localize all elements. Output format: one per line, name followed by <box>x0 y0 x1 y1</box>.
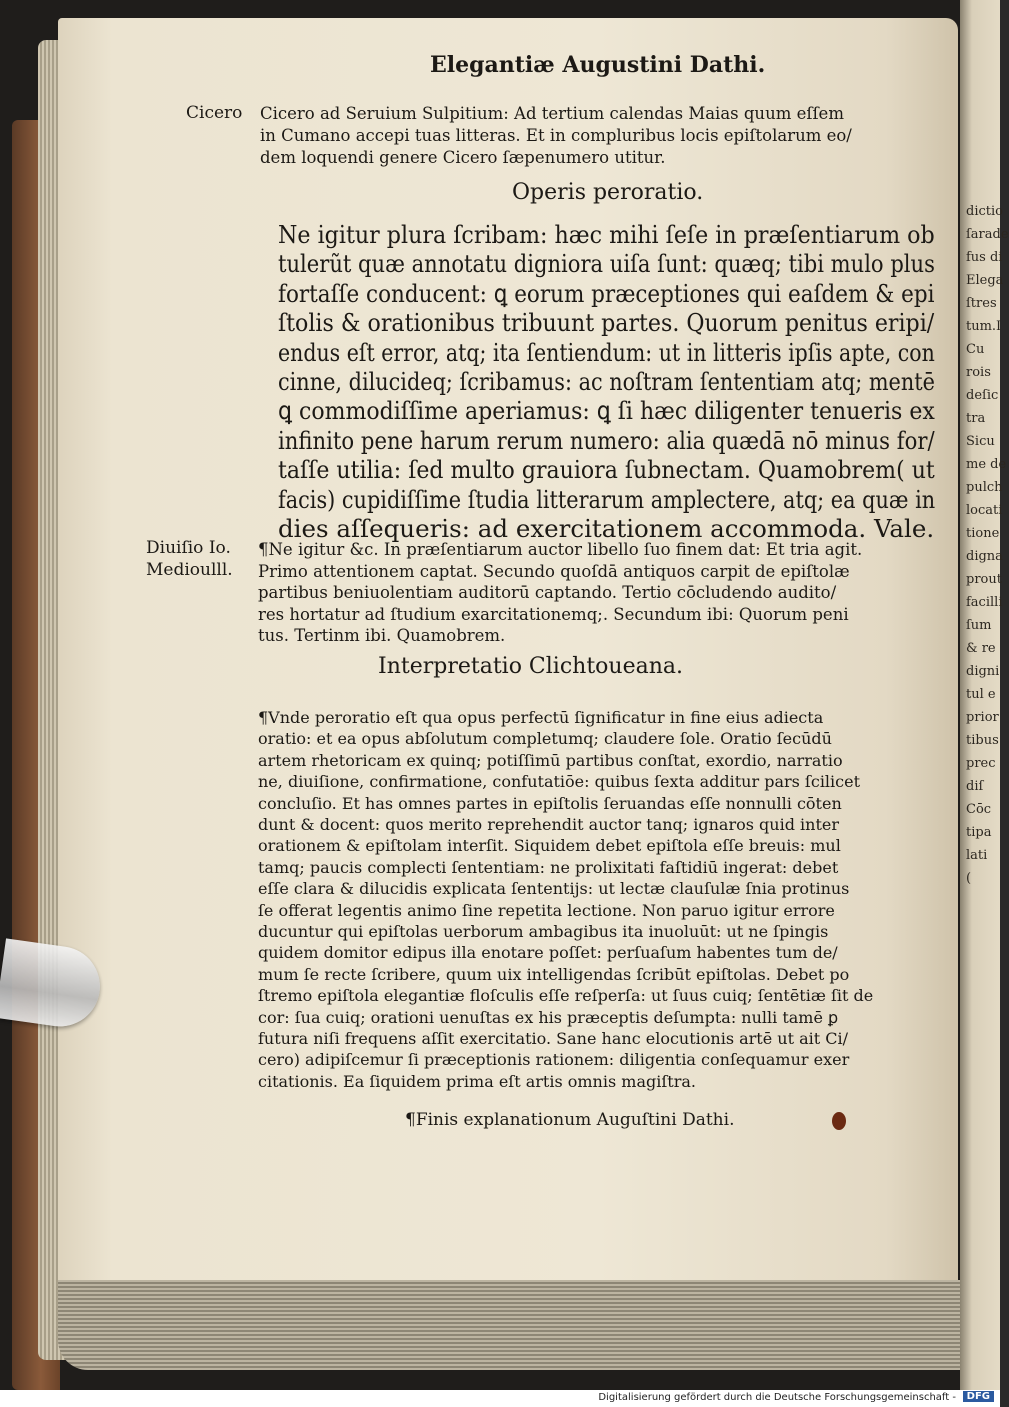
peroratio-line: fortaſſe conducent: ꝗ eorum præceptiones qui eaſdem & epi <box>278 278 935 308</box>
peroratio-line: infinito pene harum rerum numero: alia quædā nō minus for/ <box>278 425 935 455</box>
facing-page-fragment: tibus <box>966 733 999 748</box>
peroratio-line: endus eſt error, atq; ita ſentiendum: ut in litteris ipſis apte, con <box>278 337 935 367</box>
interp-line: orationem & epiſtolam interſit. Siquidem debet epiſtola eſſe breuis: mul <box>258 836 841 856</box>
cicero-line-2: in Cumano accepi tuas litteras. Et in compluribus locis epiſtolarum eo/ <box>260 126 852 145</box>
facing-page-text <box>966 200 1009 890</box>
interp-line: ſtremo epiſtola elegantiæ floſculis eſſe reſperſa: ut ſuus cuiq; ſentētiæ ſit de <box>258 986 874 1006</box>
interp-line: futura niſi frequens aſſit exercitatio. Sane hanc elocutionis artē ut ait Ci/ <box>258 1029 849 1048</box>
peroratio-line: ꝗ commodiſſime aperiamus: ꝗ ſi hæc diligenter tenueris ex <box>278 396 935 426</box>
facing-page-fragment: Cōc <box>966 802 992 817</box>
peroratio-line: dies aſſequeris: ad exercitationem accommoda. Vale. <box>278 514 935 543</box>
facing-page-fragment: lati <box>966 848 988 863</box>
diuisio-line: ¶Ne igitur &c. In præſentiarum auctor libello ſuo finem dat: Et tria agit. <box>258 540 863 559</box>
peroratio-line: ſtolis & orationibus tribuunt partes. Quorum penitus eripi/ <box>278 308 935 338</box>
facing-page-fragment: rois <box>966 365 991 380</box>
diuisio-line: Primo attentionem captat. Secundo quoſdā antiquos carpit de epiſtolæ <box>258 561 850 581</box>
facing-page-fragment: digna <box>966 549 1003 564</box>
peroratio-line: cinne, dilucideq; ſcribamus: ac noſtram ſententiam atq; mentē <box>278 367 935 396</box>
peroratio-line: taſſe utilia: ſed multo grauiora ſubnectam. Quamobrem( ut <box>278 455 935 485</box>
facing-page-fragment: pulch <box>966 480 1003 495</box>
peroratio-line: tulerũt quæ annotatu digniora uiſa ſunt: quæq; tibi mulo plus <box>278 249 935 279</box>
facing-page-fragment: ſarade <box>966 227 1009 242</box>
interp-line: tamq; paucis complecti ſententiam: ne prolixitati faſtidiū ingerat: debet <box>258 857 839 877</box>
footer-bar <box>0 1390 1000 1407</box>
diuisio-line: partibus beniuolentiam auditorū captando. Tertio cōcludendo audito/ <box>258 583 837 602</box>
margin-note-diuisio-2: Medioulll. <box>146 560 233 580</box>
facing-page-fragment: ( <box>966 871 972 886</box>
diuisio-line: res hortatur ad ſtudium exarcitationemq;. Secundum ibi: Quorum peni <box>258 604 849 624</box>
facing-page-fragment: Cu <box>966 342 985 357</box>
facing-page-fragment: tum.I <box>966 319 1002 334</box>
running-head: Elegantiæ Augustini Dathi. <box>430 52 766 78</box>
margin-note-cicero: Cicero <box>186 103 243 123</box>
facing-page-fragment: me de <box>966 457 1007 472</box>
facing-page-fragment: Elega <box>966 273 1004 288</box>
facing-page-fragment: locati <box>966 503 1003 518</box>
cicero-line-3: dem loquendi genere Cicero ſæpenumero utitur. <box>260 148 666 167</box>
facing-page-fragment: deſic <box>966 388 999 403</box>
heading-peroratio: Operis peroratio. <box>512 180 704 205</box>
facing-page-fragment: prec <box>966 756 996 771</box>
cicero-line-1: Cicero ad Seruium Sulpitium: Ad tertium calendas Maias quum eſſem <box>260 104 844 123</box>
facing-page-fragment: & re <box>966 641 996 656</box>
interp-line: cor: ſua cuiq; orationi uenuſtas ex his præceptis deſumpta: nulli tamē ꝑ <box>258 1007 839 1027</box>
facing-page-fragment: tione <box>966 526 1000 541</box>
peroratio-line: facis) cupidiſſime ſtudia litterarum amplectere, atq; ea quæ in <box>278 484 936 514</box>
facing-page-fragment: tipa <box>966 825 992 840</box>
facing-page-fragment: ſtres <box>966 296 997 311</box>
interp-line: ne, diuiſione, confirmatione, confutatiōe: quibus ſexta additur pars ſcilicet <box>258 772 861 792</box>
facing-page-fragment: Sicu <box>966 434 995 449</box>
diuisio-line: tus. Tertinm ibi. Quamobrem. <box>258 626 506 645</box>
wax-stain <box>832 1112 846 1130</box>
facing-page-fragment: dictio <box>966 204 1003 219</box>
dfg-logo: DFG <box>963 1391 994 1402</box>
interp-line: cero) adipiſcemur ſi præceptionis rationem: diligentia conſequamur exer <box>258 1050 850 1070</box>
interp-line: ¶Vnde peroratio eſt qua opus perfectū ſignificatur in fine eius adiecta <box>258 708 824 727</box>
facing-page-fragment: digni <box>966 664 1000 679</box>
interp-line: eſſe clara & dilucidis explicata ſententijs: ut lectæ clauſulæ ſnia protinus <box>258 879 850 899</box>
interp-line: dunt & docent: quos merito reprehendit auctor tanq; ignaros quid inter <box>258 815 840 834</box>
interp-line: ſe offerat legentis animo ſine repetita lectione. Non paruo igitur errore <box>258 900 835 920</box>
footer-credit: Digitalisierung gefördert durch die Deutsche Forschungsgemeinschaft - <box>598 1392 956 1403</box>
closing-line: ¶Finis explanationum Auguſtini Dathi. <box>405 1110 735 1130</box>
facing-page-fragment: ſum <box>966 618 992 633</box>
interp-line: artem rhetoricam ex quinq; potiſſimū partibus conſtat, exordio, narratio <box>258 750 843 770</box>
interp-line: concluſio. Et has omnes partes in epiſtolis ſeruandas eſſe nonnulli cōten <box>258 793 842 813</box>
facing-page-fragment: prior <box>966 710 999 725</box>
facing-page-fragment: diſ <box>966 779 984 794</box>
page-edges-bottom <box>58 1280 978 1370</box>
interp-line: citationis. Ea ſiquidem prima eſt artis omnis magiſtra. <box>258 1071 696 1091</box>
margin-note-diuisio-1: Diuiſio Io. <box>146 538 231 558</box>
peroratio-line: Ne igitur plura ſcribam: hæc mihi ſeſe in præſentiarum ob <box>278 220 935 249</box>
facing-page-fragment: facilli <box>966 595 1003 610</box>
facing-page-fragment: fus di <box>966 250 1003 265</box>
heading-interpretatio: Interpretatio Clichtoueana. <box>378 654 683 679</box>
interp-line: ducuntur qui epiſtolas uerborum ambagibus ita inuoluūt: ut ne ſpingis <box>258 922 829 941</box>
facing-page-fragment: prout <box>966 572 1002 587</box>
facing-page-fragment: tra <box>966 411 986 426</box>
interp-line: mum ſe recte ſcribere, quum uix intelligendas ſcribūt epiſtolas. Debet po <box>258 964 850 984</box>
interp-line: quidem domitor edipus illa enotare poſſet: perſuaſum habentes tum de/ <box>258 943 838 963</box>
interp-line: oratio: et ea opus abſolutum completumq; claudere ſole. Oratio ſecūdū <box>258 729 832 749</box>
facing-page-fragment: tul e <box>966 687 996 702</box>
